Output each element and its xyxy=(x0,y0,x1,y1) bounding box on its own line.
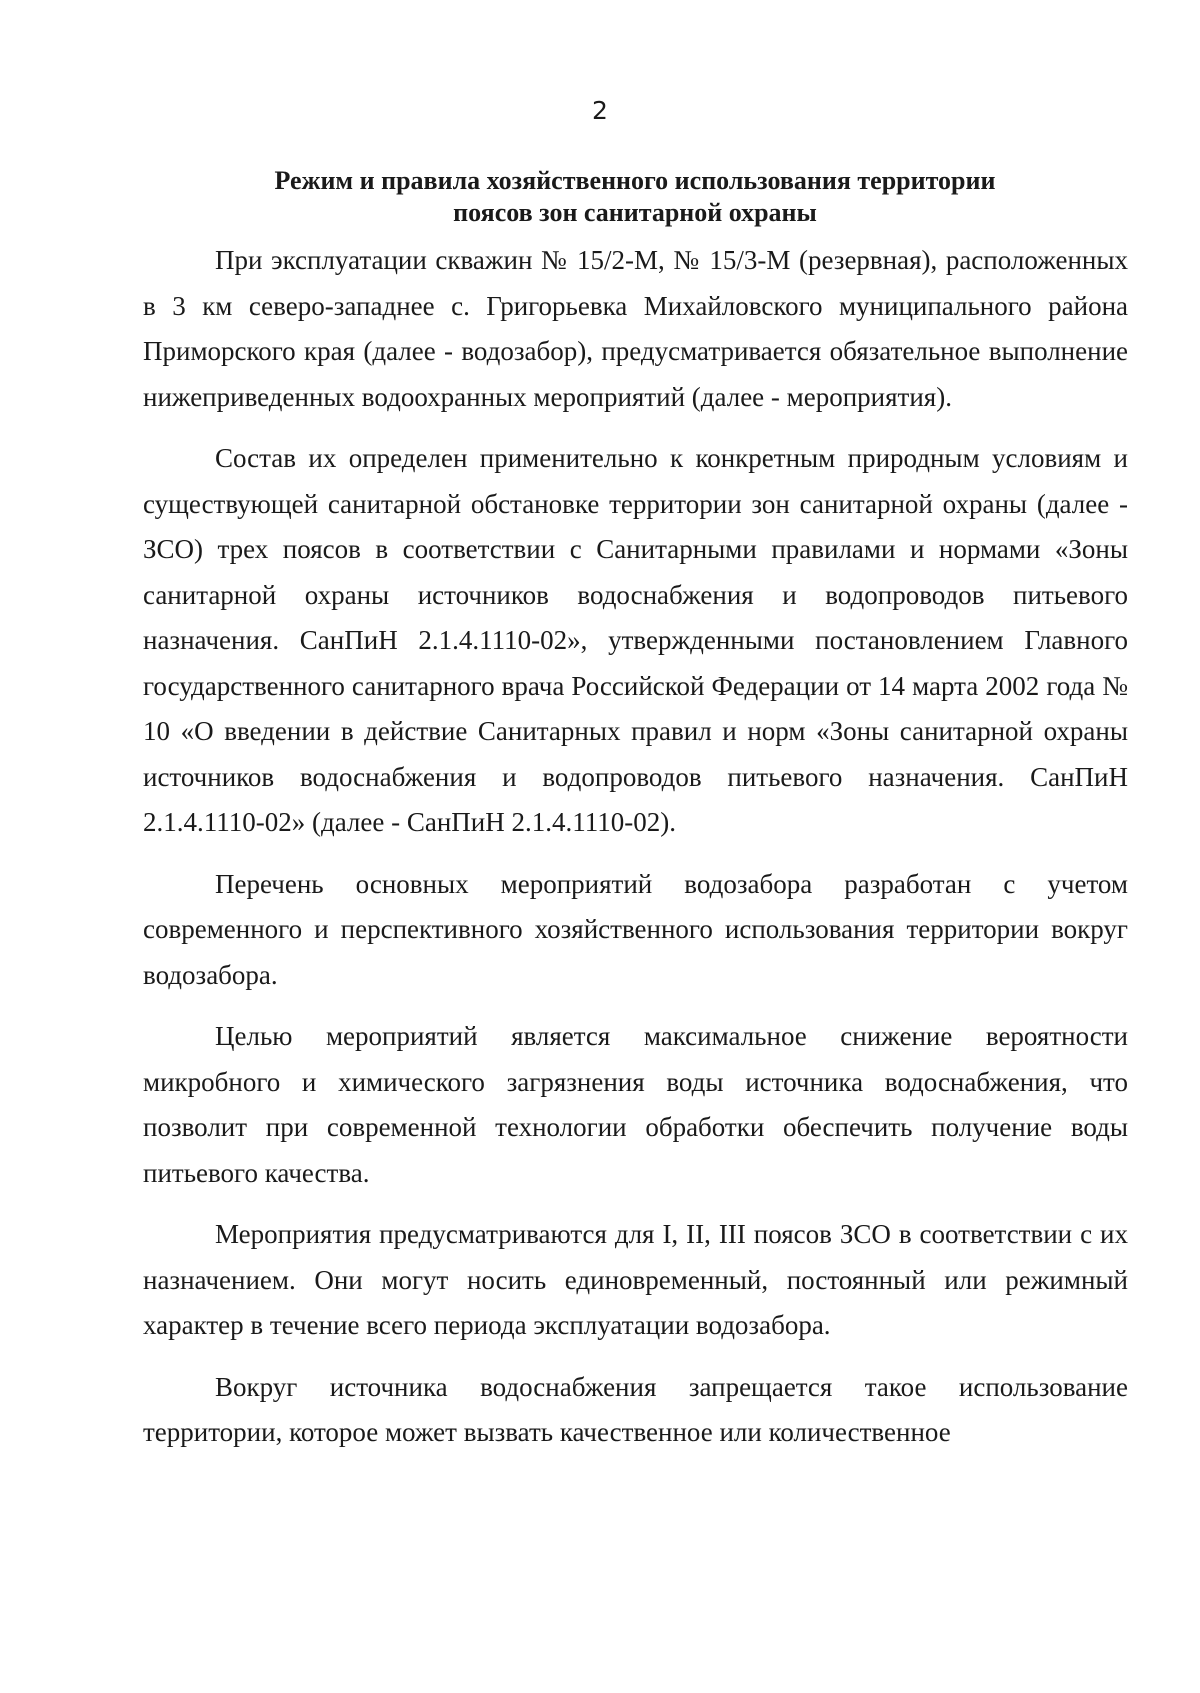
paragraph-prohibited-use: Вокруг источника водоснабжения запрещается такое использование территории, которое может вызвать качественное или количественное xyxy=(143,1371,1128,1447)
paragraph-zone-measures: Мероприятия предусматриваются для I, II, III поясов ЗСО в соответствии с их назначением. Они могут носить единовременный, постоянный или режимный характер в течение всего периода эксплуатации водозабора. xyxy=(143,1219,1128,1340)
paragraph-measures-goal: Целью мероприятий является максимальное снижение вероятности микробного и химического загрязнения воды источника водоснабжения, что позволит при современной технологии обработки обеспечить получение воды питьевого качества. xyxy=(143,1021,1128,1188)
paragraph-wells-operation: При эксплуатации скважин № 15/2-М, № 15/3-М (резервная), расположенных в 3 км северо-западнее с. Григорьевка Михайловского муниципального района Приморского края (далее - водозабор), предусматривается обязательное выполнение нижеприведенных водоохранных мероприятий (далее - мероприятия). xyxy=(143,245,1128,412)
paragraph-measures-list: Перечень основных мероприятий водозабора разработан с учетом современного и перспективного хозяйственного использования территории вокруг водозабора. xyxy=(143,868,1128,990)
section-title-line-1: Режим и правила хозяйственного использования территории xyxy=(274,166,996,195)
section-title xyxy=(140,165,1130,229)
document-body xyxy=(143,238,1128,1456)
paragraph-zso-composition: Состав их определен применительно к конкретным природным условиям и существующей санитарной обстановке территории зон санитарной охраны (далее - ЗСО) трех поясов в соответствии с Санитарными правилами и нормами «Зоны санитарной охраны источников водоснабжения и водопроводов питьевого назначения. СанПиН 2.1.4.1110-02», утвержденными постановлением Главного государственного санитарного врача Российской Федерации от 14 марта 2002 года № 10 «О введении в действие Санитарных правил и норм «Зоны санитарной охраны источников водоснабжения и водопроводов питьевого назначения. СанПиН 2.1.4.1110-02» (далее - СанПиН 2.1.4.1110-02). xyxy=(143,443,1128,837)
section-title-line-2: поясов зон санитарной охраны xyxy=(453,198,817,227)
page-number: 2 xyxy=(592,96,608,125)
